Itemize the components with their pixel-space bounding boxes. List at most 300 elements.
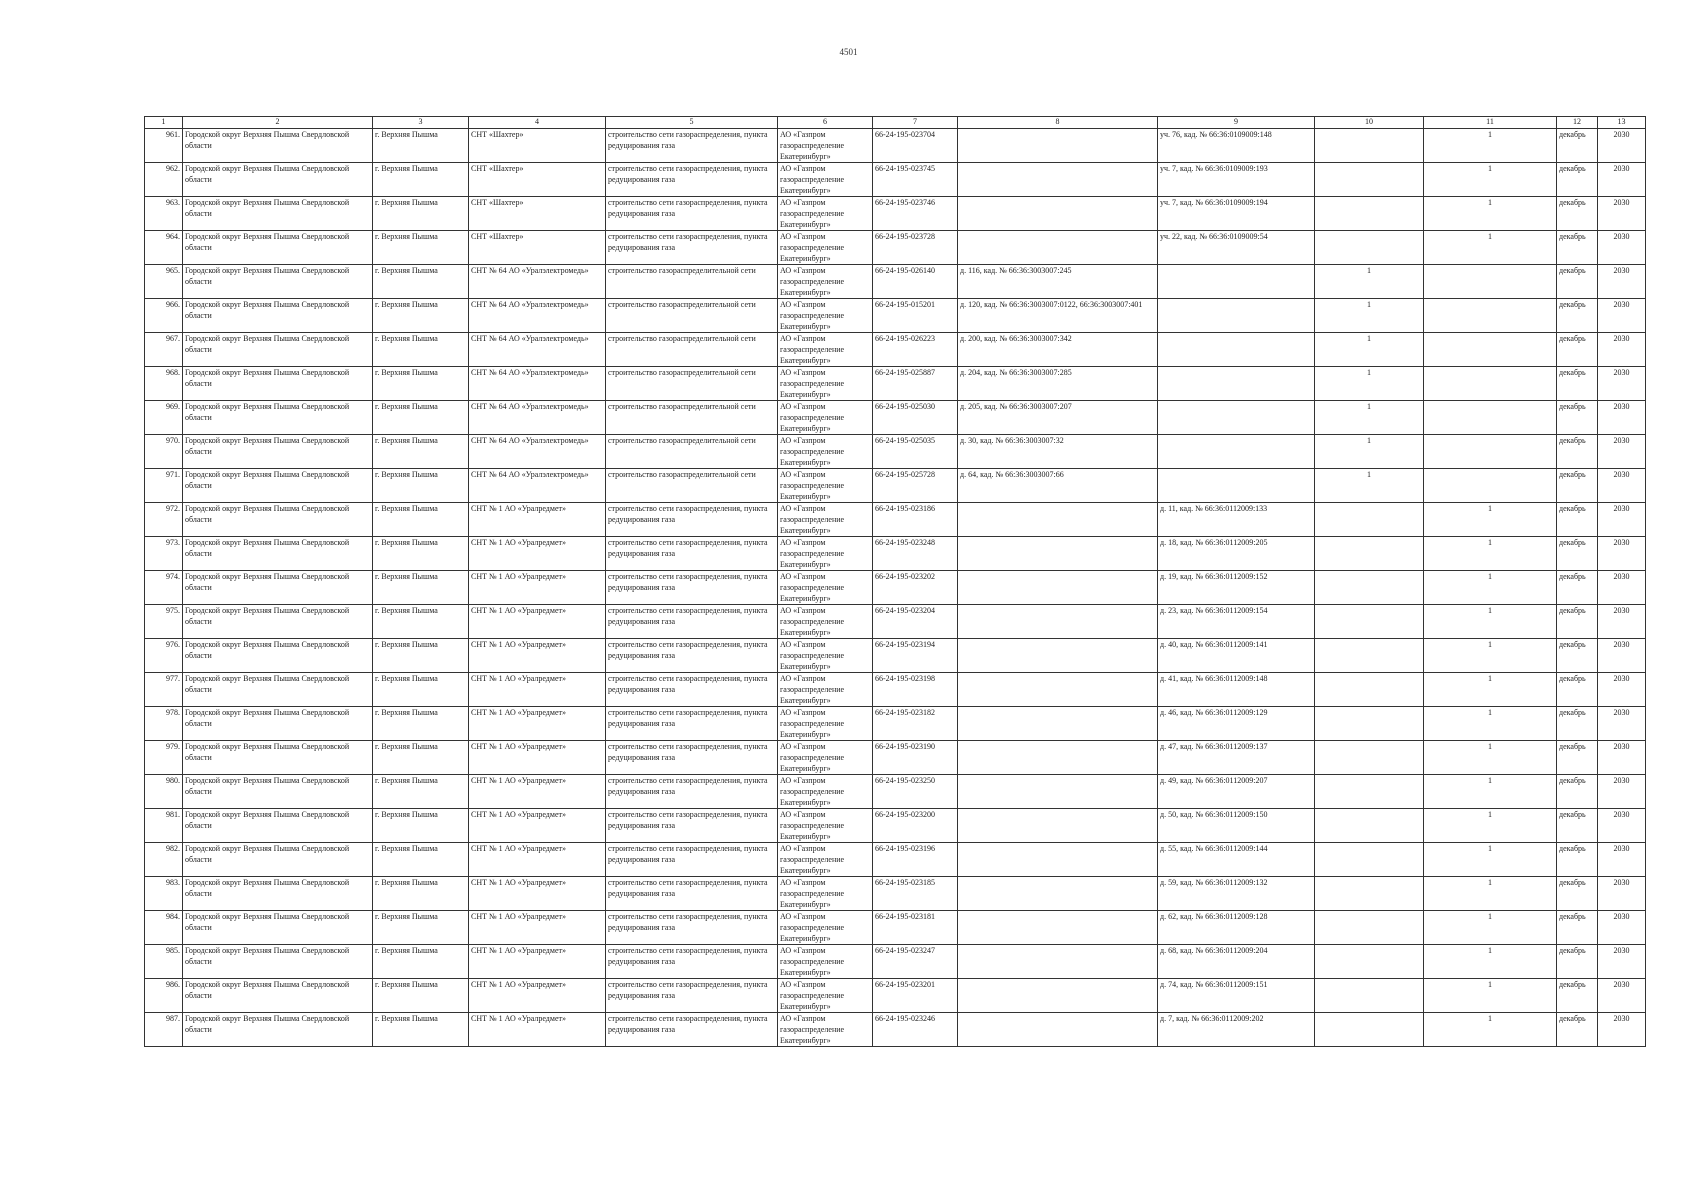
- table-cell: Городской округ Верхняя Пышма Свердловской области: [183, 707, 373, 741]
- table-cell: [1315, 741, 1424, 775]
- table-cell: АО «Газпром газораспределение Екатеринбург»: [778, 1013, 873, 1047]
- table-cell: 66-24-195-025030: [873, 401, 958, 435]
- table-cell: д. 46, кад. № 66:36:0112009:129: [1158, 707, 1315, 741]
- table-cell: декабрь: [1557, 299, 1598, 333]
- table-cell: 66-24-195-015201: [873, 299, 958, 333]
- table-cell: г. Верхняя Пышма: [373, 537, 469, 571]
- table-cell: д. 68, кад. № 66:36:0112009:204: [1158, 945, 1315, 979]
- table-cell: 2030: [1598, 1013, 1646, 1047]
- table-cell: Городской округ Верхняя Пышма Свердловской области: [183, 639, 373, 673]
- table-cell: декабрь: [1557, 265, 1598, 299]
- table-cell: уч. 76, кад. № 66:36:0109009:148: [1158, 129, 1315, 163]
- table-cell: 967.: [145, 333, 183, 367]
- table-cell: Городской округ Верхняя Пышма Свердловской области: [183, 163, 373, 197]
- table-cell: СНТ № 1 АО «Уралредмет»: [469, 877, 606, 911]
- table-cell: [1158, 469, 1315, 503]
- table-cell: [958, 775, 1158, 809]
- table-cell: [1424, 401, 1557, 435]
- table-cell: 66-24-195-025728: [873, 469, 958, 503]
- table-cell: СНТ № 1 АО «Уралредмет»: [469, 843, 606, 877]
- table-cell: [958, 843, 1158, 877]
- table-cell: 66-24-195-023198: [873, 673, 958, 707]
- table-row: [145, 673, 1646, 707]
- data-table: [144, 116, 1646, 1047]
- table-cell: уч. 7, кад. № 66:36:0109009:194: [1158, 197, 1315, 231]
- table-cell: строительство газораспределительной сети: [606, 401, 778, 435]
- table-cell: 66-24-195-023185: [873, 877, 958, 911]
- table-cell: АО «Газпром газораспределение Екатеринбург»: [778, 707, 873, 741]
- table-cell: 2030: [1598, 401, 1646, 435]
- table-cell: Городской округ Верхняя Пышма Свердловской области: [183, 741, 373, 775]
- table-cell: [1315, 231, 1424, 265]
- table-cell: СНТ № 1 АО «Уралредмет»: [469, 775, 606, 809]
- table-cell: СНТ № 1 АО «Уралредмет»: [469, 1013, 606, 1047]
- table-cell: 973.: [145, 537, 183, 571]
- table-row: [145, 639, 1646, 673]
- table-cell: [958, 503, 1158, 537]
- table-row: [145, 503, 1646, 537]
- table-cell: Городской округ Верхняя Пышма Свердловской области: [183, 401, 373, 435]
- table-cell: д. 47, кад. № 66:36:0112009:137: [1158, 741, 1315, 775]
- table-cell: 66-24-195-023745: [873, 163, 958, 197]
- table-cell: [1424, 333, 1557, 367]
- table-cell: СНТ «Шахтер»: [469, 231, 606, 265]
- table-row: [145, 605, 1646, 639]
- table-cell: декабрь: [1557, 673, 1598, 707]
- table-cell: строительство сети газораспределения, пункта редуцирования газа: [606, 503, 778, 537]
- table-cell: 985.: [145, 945, 183, 979]
- table-cell: 66-24-195-023182: [873, 707, 958, 741]
- table-cell: строительство сети газораспределения, пункта редуцирования газа: [606, 809, 778, 843]
- table-cell: СНТ № 64 АО «Уралэлектромедь»: [469, 469, 606, 503]
- table-cell: д. 116, кад. № 66:36:3003007:245: [958, 265, 1158, 299]
- table-cell: 979.: [145, 741, 183, 775]
- table-cell: [1315, 979, 1424, 1013]
- table-cell: строительство газораспределительной сети: [606, 435, 778, 469]
- table-cell: 66-24-195-023704: [873, 129, 958, 163]
- table-cell: д. 120, кад. № 66:36:3003007:0122, 66:36:3003007:401: [958, 299, 1158, 333]
- table-cell: декабрь: [1557, 367, 1598, 401]
- table-cell: строительство газораспределительной сети: [606, 299, 778, 333]
- table-cell: 2030: [1598, 809, 1646, 843]
- table-cell: 2030: [1598, 435, 1646, 469]
- table-cell: 1: [1315, 435, 1424, 469]
- table-cell: СНТ № 1 АО «Уралредмет»: [469, 639, 606, 673]
- table-cell: [1424, 367, 1557, 401]
- table-cell: декабрь: [1557, 537, 1598, 571]
- table-cell: Городской округ Верхняя Пышма Свердловской области: [183, 979, 373, 1013]
- table-cell: АО «Газпром газораспределение Екатеринбург»: [778, 401, 873, 435]
- table-cell: 66-24-195-023202: [873, 571, 958, 605]
- table-cell: [1424, 435, 1557, 469]
- table-cell: СНТ № 1 АО «Уралредмет»: [469, 809, 606, 843]
- table-cell: [1158, 401, 1315, 435]
- table-cell: АО «Газпром газораспределение Екатеринбург»: [778, 945, 873, 979]
- table-cell: строительство газораспределительной сети: [606, 469, 778, 503]
- table-cell: д. 7, кад. № 66:36:0112009:202: [1158, 1013, 1315, 1047]
- table-cell: строительство сети газораспределения, пункта редуцирования газа: [606, 129, 778, 163]
- table-row: [145, 843, 1646, 877]
- table-cell: декабрь: [1557, 571, 1598, 605]
- table-cell: 961.: [145, 129, 183, 163]
- table-cell: 1: [1424, 537, 1557, 571]
- table-cell: Городской округ Верхняя Пышма Свердловской области: [183, 673, 373, 707]
- table-cell: 2030: [1598, 673, 1646, 707]
- table-cell: 987.: [145, 1013, 183, 1047]
- table-cell: 2030: [1598, 979, 1646, 1013]
- table-row: [145, 775, 1646, 809]
- table-cell: строительство сети газораспределения, пункта редуцирования газа: [606, 775, 778, 809]
- table-cell: декабрь: [1557, 707, 1598, 741]
- table-row: [145, 299, 1646, 333]
- table-cell: строительство газораспределительной сети: [606, 333, 778, 367]
- table-row: [145, 367, 1646, 401]
- table-cell: 1: [1424, 911, 1557, 945]
- table-row: [145, 231, 1646, 265]
- table-cell: 2030: [1598, 129, 1646, 163]
- table-cell: АО «Газпром газораспределение Екатеринбург»: [778, 163, 873, 197]
- table-cell: АО «Газпром газораспределение Екатеринбург»: [778, 979, 873, 1013]
- table-cell: Городской округ Верхняя Пышма Свердловской области: [183, 877, 373, 911]
- table-cell: [958, 537, 1158, 571]
- table-cell: 66-24-195-023250: [873, 775, 958, 809]
- table-cell: АО «Газпром газораспределение Екатеринбург»: [778, 367, 873, 401]
- table-cell: уч. 22, кад. № 66:36:0109009:54: [1158, 231, 1315, 265]
- table-cell: [1424, 265, 1557, 299]
- table-cell: 980.: [145, 775, 183, 809]
- table-cell: 1: [1315, 401, 1424, 435]
- table-cell: [958, 197, 1158, 231]
- table-row: [145, 401, 1646, 435]
- table-cell: АО «Газпром газораспределение Екатеринбург»: [778, 231, 873, 265]
- table-cell: [958, 741, 1158, 775]
- table-cell: СНТ № 1 АО «Уралредмет»: [469, 911, 606, 945]
- table-cell: 66-24-195-023746: [873, 197, 958, 231]
- table-cell: Городской округ Верхняя Пышма Свердловской области: [183, 809, 373, 843]
- table-cell: 2030: [1598, 265, 1646, 299]
- table-cell: [1424, 299, 1557, 333]
- table-cell: [1158, 333, 1315, 367]
- table-cell: 2030: [1598, 367, 1646, 401]
- table-cell: г. Верхняя Пышма: [373, 469, 469, 503]
- table-cell: д. 62, кад. № 66:36:0112009:128: [1158, 911, 1315, 945]
- table-cell: Городской округ Верхняя Пышма Свердловской области: [183, 333, 373, 367]
- table-cell: СНТ «Шахтер»: [469, 163, 606, 197]
- table-cell: [1315, 673, 1424, 707]
- table-cell: 2030: [1598, 775, 1646, 809]
- column-header: 2: [183, 117, 373, 129]
- table-row: [145, 877, 1646, 911]
- table-cell: декабрь: [1557, 231, 1598, 265]
- table-cell: 1: [1424, 1013, 1557, 1047]
- table-cell: д. 49, кад. № 66:36:0112009:207: [1158, 775, 1315, 809]
- table-cell: АО «Газпром газораспределение Екатеринбург»: [778, 741, 873, 775]
- table-cell: г. Верхняя Пышма: [373, 503, 469, 537]
- table-cell: строительство сети газораспределения, пункта редуцирования газа: [606, 197, 778, 231]
- table-cell: 977.: [145, 673, 183, 707]
- table-cell: [1315, 945, 1424, 979]
- table-row: [145, 197, 1646, 231]
- table-cell: АО «Газпром газораспределение Екатеринбург»: [778, 129, 873, 163]
- table-cell: г. Верхняя Пышма: [373, 707, 469, 741]
- table-cell: 966.: [145, 299, 183, 333]
- table-cell: 1: [1424, 775, 1557, 809]
- table-cell: СНТ № 64 АО «Уралэлектромедь»: [469, 333, 606, 367]
- table-cell: 2030: [1598, 333, 1646, 367]
- table-cell: строительство сети газораспределения, пункта редуцирования газа: [606, 639, 778, 673]
- column-header: 9: [1158, 117, 1315, 129]
- table-cell: 1: [1315, 333, 1424, 367]
- table-cell: [958, 945, 1158, 979]
- table-cell: 66-24-195-023186: [873, 503, 958, 537]
- table-cell: [1158, 299, 1315, 333]
- table-cell: 986.: [145, 979, 183, 1013]
- table-cell: 1: [1424, 639, 1557, 673]
- table-cell: 1: [1315, 265, 1424, 299]
- table-cell: строительство сети газораспределения, пункта редуцирования газа: [606, 843, 778, 877]
- table-cell: [1315, 911, 1424, 945]
- table-cell: [958, 231, 1158, 265]
- table-cell: [1424, 469, 1557, 503]
- table-cell: АО «Газпром газораспределение Екатеринбург»: [778, 809, 873, 843]
- table-cell: г. Верхняя Пышма: [373, 979, 469, 1013]
- table-cell: 1: [1424, 163, 1557, 197]
- table-row: [145, 163, 1646, 197]
- table-cell: [958, 1013, 1158, 1047]
- table-cell: 2030: [1598, 503, 1646, 537]
- table-cell: [1315, 571, 1424, 605]
- table-cell: 1: [1424, 129, 1557, 163]
- table-row: [145, 741, 1646, 775]
- table-cell: 983.: [145, 877, 183, 911]
- table-cell: 1: [1424, 707, 1557, 741]
- table-cell: 2030: [1598, 469, 1646, 503]
- table-cell: 66-24-195-023728: [873, 231, 958, 265]
- table-cell: АО «Газпром газораспределение Екатеринбург»: [778, 265, 873, 299]
- table-cell: 1: [1315, 367, 1424, 401]
- table-cell: д. 59, кад. № 66:36:0112009:132: [1158, 877, 1315, 911]
- table-cell: д. 19, кад. № 66:36:0112009:152: [1158, 571, 1315, 605]
- table-cell: АО «Газпром газораспределение Екатеринбург»: [778, 843, 873, 877]
- table-cell: д. 74, кад. № 66:36:0112009:151: [1158, 979, 1315, 1013]
- table-cell: 66-24-195-023201: [873, 979, 958, 1013]
- table-cell: 66-24-195-025887: [873, 367, 958, 401]
- table-cell: г. Верхняя Пышма: [373, 945, 469, 979]
- table-cell: декабрь: [1557, 197, 1598, 231]
- table-cell: Городской округ Верхняя Пышма Свердловской области: [183, 469, 373, 503]
- table-cell: 66-24-195-023190: [873, 741, 958, 775]
- table-cell: СНТ № 1 АО «Уралредмет»: [469, 571, 606, 605]
- table-cell: 965.: [145, 265, 183, 299]
- column-header: 10: [1315, 117, 1424, 129]
- table-cell: строительство сети газораспределения, пункта редуцирования газа: [606, 979, 778, 1013]
- table-cell: декабрь: [1557, 741, 1598, 775]
- table-cell: 963.: [145, 197, 183, 231]
- table-cell: [958, 809, 1158, 843]
- table-cell: СНТ № 64 АО «Уралэлектромедь»: [469, 265, 606, 299]
- table-cell: г. Верхняя Пышма: [373, 605, 469, 639]
- table-cell: Городской округ Верхняя Пышма Свердловской области: [183, 503, 373, 537]
- table-cell: Городской округ Верхняя Пышма Свердловской области: [183, 605, 373, 639]
- table-cell: АО «Газпром газораспределение Екатеринбург»: [778, 639, 873, 673]
- table-cell: г. Верхняя Пышма: [373, 673, 469, 707]
- table-cell: декабрь: [1557, 877, 1598, 911]
- table-cell: 975.: [145, 605, 183, 639]
- table-cell: [1315, 605, 1424, 639]
- table-cell: 1: [1315, 299, 1424, 333]
- table-cell: декабрь: [1557, 129, 1598, 163]
- table-cell: декабрь: [1557, 605, 1598, 639]
- table-cell: декабрь: [1557, 163, 1598, 197]
- table-cell: [1315, 877, 1424, 911]
- table-cell: СНТ № 1 АО «Уралредмет»: [469, 979, 606, 1013]
- table-cell: 1: [1424, 673, 1557, 707]
- table-cell: [958, 673, 1158, 707]
- table-cell: 66-24-195-026140: [873, 265, 958, 299]
- table-cell: [1315, 197, 1424, 231]
- table-cell: строительство сети газораспределения, пункта редуцирования газа: [606, 163, 778, 197]
- header-row: [145, 117, 1646, 129]
- table-cell: АО «Газпром газораспределение Екатеринбург»: [778, 435, 873, 469]
- table-cell: СНТ «Шахтер»: [469, 197, 606, 231]
- table-cell: [1158, 265, 1315, 299]
- table-cell: декабрь: [1557, 469, 1598, 503]
- table-cell: 1: [1424, 503, 1557, 537]
- table-cell: д. 64, кад. № 66:36:3003007:66: [958, 469, 1158, 503]
- table-cell: [1158, 367, 1315, 401]
- table-cell: д. 40, кад. № 66:36:0112009:141: [1158, 639, 1315, 673]
- table-row: [145, 469, 1646, 503]
- table-cell: [1315, 537, 1424, 571]
- table-cell: г. Верхняя Пышма: [373, 401, 469, 435]
- table-cell: строительство сети газораспределения, пункта редуцирования газа: [606, 571, 778, 605]
- table-cell: г. Верхняя Пышма: [373, 333, 469, 367]
- table-cell: д. 50, кад. № 66:36:0112009:150: [1158, 809, 1315, 843]
- table-cell: г. Верхняя Пышма: [373, 163, 469, 197]
- table-row: [145, 1013, 1646, 1047]
- table-row: [145, 945, 1646, 979]
- table-cell: 2030: [1598, 843, 1646, 877]
- table-cell: СНТ № 1 АО «Уралредмет»: [469, 503, 606, 537]
- table-cell: г. Верхняя Пышма: [373, 639, 469, 673]
- table-cell: г. Верхняя Пышма: [373, 197, 469, 231]
- column-header: 12: [1557, 117, 1598, 129]
- table-cell: д. 11, кад. № 66:36:0112009:133: [1158, 503, 1315, 537]
- table-cell: 962.: [145, 163, 183, 197]
- table-cell: д. 204, кад. № 66:36:3003007:285: [958, 367, 1158, 401]
- table-cell: 970.: [145, 435, 183, 469]
- table-cell: д. 55, кад. № 66:36:0112009:144: [1158, 843, 1315, 877]
- table-cell: 2030: [1598, 911, 1646, 945]
- table-cell: АО «Газпром газораспределение Екатеринбург»: [778, 673, 873, 707]
- table-cell: Городской округ Верхняя Пышма Свердловской области: [183, 231, 373, 265]
- table-cell: СНТ № 1 АО «Уралредмет»: [469, 673, 606, 707]
- column-header: 6: [778, 117, 873, 129]
- table-cell: декабрь: [1557, 435, 1598, 469]
- table-cell: г. Верхняя Пышма: [373, 911, 469, 945]
- table-row: [145, 435, 1646, 469]
- table-cell: строительство сети газораспределения, пункта редуцирования газа: [606, 673, 778, 707]
- table-cell: АО «Газпром газораспределение Екатеринбург»: [778, 775, 873, 809]
- table-cell: 976.: [145, 639, 183, 673]
- table-cell: [958, 129, 1158, 163]
- table-cell: г. Верхняя Пышма: [373, 367, 469, 401]
- table-cell: 66-24-195-023200: [873, 809, 958, 843]
- table-cell: Городской округ Верхняя Пышма Свердловской области: [183, 571, 373, 605]
- page-number: 4501: [839, 47, 858, 57]
- table-cell: 66-24-195-023248: [873, 537, 958, 571]
- table-cell: 2030: [1598, 741, 1646, 775]
- table-row: [145, 129, 1646, 163]
- table-cell: г. Верхняя Пышма: [373, 265, 469, 299]
- column-header: 7: [873, 117, 958, 129]
- table-cell: СНТ № 1 АО «Уралредмет»: [469, 605, 606, 639]
- table-cell: декабрь: [1557, 809, 1598, 843]
- table-row: [145, 571, 1646, 605]
- table-cell: декабрь: [1557, 639, 1598, 673]
- column-header: 8: [958, 117, 1158, 129]
- table-cell: 66-24-195-023196: [873, 843, 958, 877]
- table-cell: 66-24-195-023194: [873, 639, 958, 673]
- table-cell: г. Верхняя Пышма: [373, 741, 469, 775]
- table-cell: 2030: [1598, 571, 1646, 605]
- table-cell: 982.: [145, 843, 183, 877]
- table-cell: 972.: [145, 503, 183, 537]
- table-cell: АО «Газпром газораспределение Екатеринбург»: [778, 469, 873, 503]
- table-cell: 1: [1315, 469, 1424, 503]
- table-cell: д. 30, кад. № 66:36:3003007:32: [958, 435, 1158, 469]
- table-cell: декабрь: [1557, 945, 1598, 979]
- table-cell: Городской округ Верхняя Пышма Свердловской области: [183, 197, 373, 231]
- table-row: [145, 707, 1646, 741]
- table-cell: д. 205, кад. № 66:36:3003007:207: [958, 401, 1158, 435]
- column-header: 3: [373, 117, 469, 129]
- table-cell: г. Верхняя Пышма: [373, 877, 469, 911]
- column-header: 4: [469, 117, 606, 129]
- table-cell: [1315, 843, 1424, 877]
- table-cell: [1315, 775, 1424, 809]
- table-cell: г. Верхняя Пышма: [373, 231, 469, 265]
- table-cell: Городской округ Верхняя Пышма Свердловской области: [183, 945, 373, 979]
- table-cell: [958, 571, 1158, 605]
- table-cell: д. 18, кад. № 66:36:0112009:205: [1158, 537, 1315, 571]
- table-cell: СНТ № 64 АО «Уралэлектромедь»: [469, 299, 606, 333]
- table-cell: [1315, 707, 1424, 741]
- table-cell: [958, 979, 1158, 1013]
- table-cell: 978.: [145, 707, 183, 741]
- table-cell: 968.: [145, 367, 183, 401]
- table-cell: декабрь: [1557, 1013, 1598, 1047]
- table-cell: 969.: [145, 401, 183, 435]
- table-cell: г. Верхняя Пышма: [373, 775, 469, 809]
- table-cell: г. Верхняя Пышма: [373, 299, 469, 333]
- table-cell: 2030: [1598, 945, 1646, 979]
- table-cell: Городской округ Верхняя Пышма Свердловской области: [183, 367, 373, 401]
- table-cell: [958, 639, 1158, 673]
- table-cell: 66-24-195-026223: [873, 333, 958, 367]
- table-cell: строительство сети газораспределения, пункта редуцирования газа: [606, 945, 778, 979]
- table-cell: [1315, 1013, 1424, 1047]
- table-cell: 2030: [1598, 605, 1646, 639]
- table-cell: [1315, 809, 1424, 843]
- table-cell: 1: [1424, 979, 1557, 1013]
- table-cell: Городской округ Верхняя Пышма Свердловской области: [183, 299, 373, 333]
- table-cell: декабрь: [1557, 843, 1598, 877]
- table-cell: [958, 707, 1158, 741]
- table-cell: строительство сети газораспределения, пункта редуцирования газа: [606, 605, 778, 639]
- table-cell: строительство сети газораспределения, пункта редуцирования газа: [606, 741, 778, 775]
- table-cell: АО «Газпром газораспределение Екатеринбург»: [778, 911, 873, 945]
